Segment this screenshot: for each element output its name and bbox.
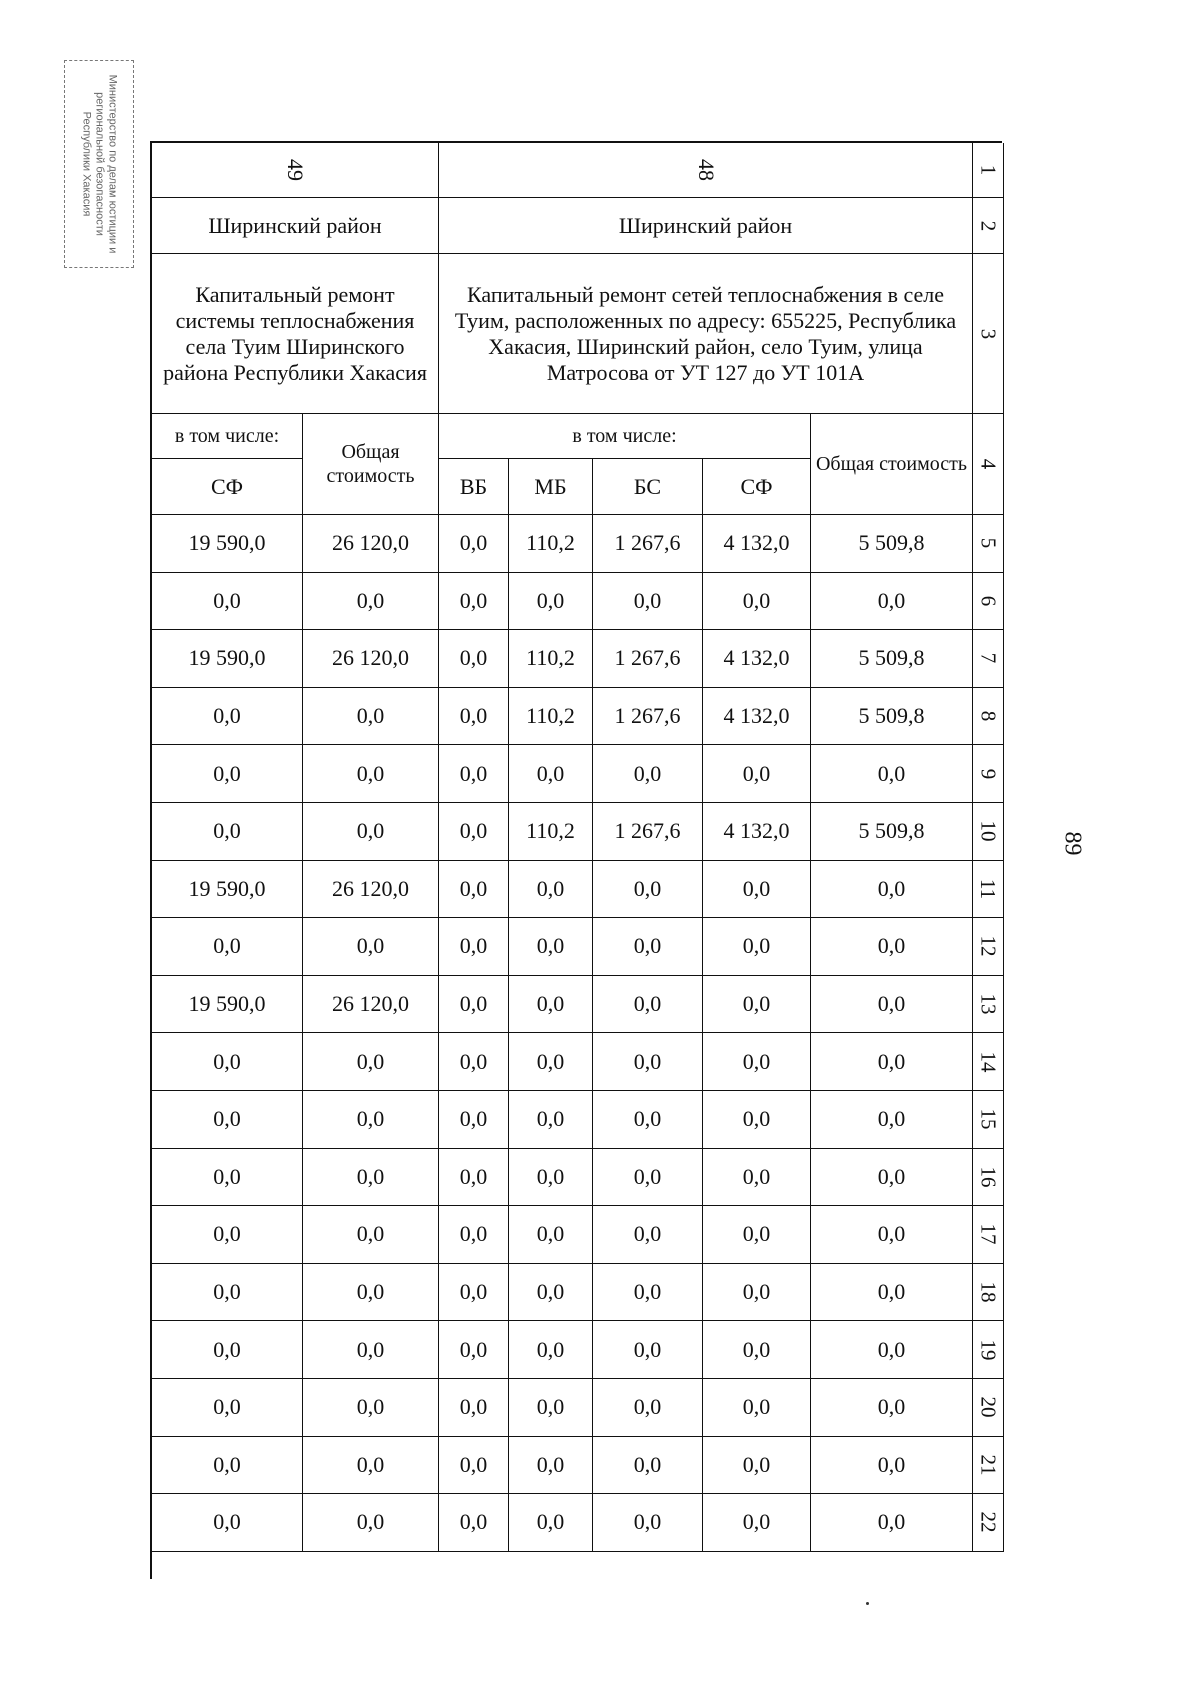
table-cell: 0,0 [509, 1321, 593, 1379]
table-cell: 0,0 [811, 861, 973, 919]
table-cell: 0,0 [439, 1437, 509, 1495]
table-cell: 0,0 [811, 976, 973, 1034]
table-cell: 0,0 [439, 1091, 509, 1149]
obj48-number-cell [439, 143, 973, 198]
table-cell: 0,0 [703, 1379, 811, 1437]
obj49-district: Ширинский район [152, 198, 439, 254]
table-cell: 0,0 [509, 1091, 593, 1149]
table-cell: 1 267,6 [593, 515, 703, 573]
table-cell: 0,0 [509, 918, 593, 976]
col-index: 16 [973, 1149, 1004, 1207]
col-index: 19 [973, 1321, 1004, 1379]
table-cell: 0,0 [811, 918, 973, 976]
table-cell: 0,0 [439, 745, 509, 803]
table-cell: 0,0 [509, 1494, 593, 1552]
obj48-bs-label: БС [593, 459, 703, 515]
table-cell: 0,0 [152, 1437, 303, 1495]
table-cell: 0,0 [439, 1321, 509, 1379]
col-index: 10 [973, 803, 1004, 861]
table-cell: 0,0 [811, 1494, 973, 1552]
table-cell: 0,0 [593, 1494, 703, 1552]
col-index: 6 [973, 573, 1004, 631]
table-cell: 0,0 [811, 1437, 973, 1495]
table-cell: 0,0 [152, 688, 303, 746]
table-cell: 0,0 [703, 745, 811, 803]
obj48-vb-label: ВБ [439, 459, 509, 515]
table-cell: 0,0 [509, 1379, 593, 1437]
table-cell: 0,0 [439, 1149, 509, 1207]
table-cell: 4 132,0 [703, 688, 811, 746]
table-cell: 110,2 [509, 515, 593, 573]
table-cell: 0,0 [152, 1206, 303, 1264]
table-cell: 0,0 [703, 1437, 811, 1495]
table-cell: 0,0 [593, 1149, 703, 1207]
col-index: 17 [973, 1206, 1004, 1264]
table-cell: 0,0 [509, 1437, 593, 1495]
table-cell: 0,0 [303, 1206, 439, 1264]
table-cell: 0,0 [439, 630, 509, 688]
table-cell: 0,0 [703, 1149, 811, 1207]
table-cell: 0,0 [439, 861, 509, 919]
table-cell: 110,2 [509, 688, 593, 746]
table-cell: 0,0 [703, 1206, 811, 1264]
table-cell: 0,0 [593, 1091, 703, 1149]
table-cell: 0,0 [811, 1091, 973, 1149]
obj48-name: Капитальный ремонт сетей теплоснабжения в селе Туим, расположенных по адресу: 655225, Республика Хакасия, Ширинский район, село Туим, улица Матросова от УТ 127 до УТ 101А [439, 254, 973, 414]
table-cell: 0,0 [439, 1379, 509, 1437]
table-cell: 4 132,0 [703, 515, 811, 573]
table-cell: 0,0 [703, 1033, 811, 1091]
table-cell: 5 509,8 [811, 688, 973, 746]
obj49-number-cell [152, 143, 439, 198]
obj49-in-total: в том числе: [152, 414, 303, 459]
budget-table [150, 141, 1002, 1579]
table-cell: 1 267,6 [593, 803, 703, 861]
obj49-sf-label: СФ [152, 459, 303, 515]
table-cell: 0,0 [303, 573, 439, 631]
table-cell: 0,0 [593, 918, 703, 976]
registration-stamp [64, 60, 134, 268]
table-cell: 26 120,0 [303, 976, 439, 1034]
table-cell: 0,0 [303, 688, 439, 746]
table-cell: 0,0 [593, 1379, 703, 1437]
col-index: 12 [973, 918, 1004, 976]
table-cell: 0,0 [439, 918, 509, 976]
table-cell: 19 590,0 [152, 976, 303, 1034]
col-index: 21 [973, 1437, 1004, 1495]
table-cell: 0,0 [439, 1206, 509, 1264]
table-cell: 0,0 [152, 1264, 303, 1322]
table-cell: 0,0 [303, 1494, 439, 1552]
col-index: 22 [973, 1494, 1004, 1552]
col-index: 15 [973, 1091, 1004, 1149]
table-cell: 19 590,0 [152, 861, 303, 919]
table-cell: 0,0 [703, 976, 811, 1034]
col-index: 4 [973, 414, 1004, 515]
obj48-in-total: в том числе: [439, 414, 811, 459]
table-cell: 0,0 [303, 1033, 439, 1091]
col-index: 13 [973, 976, 1004, 1034]
table-cell: 0,0 [593, 1206, 703, 1264]
table-cell: 0,0 [439, 1033, 509, 1091]
scan-dot [866, 1602, 869, 1605]
table-cell: 26 120,0 [303, 515, 439, 573]
table-cell: 0,0 [439, 1264, 509, 1322]
obj48-number: 48 [693, 159, 719, 181]
obj48-total-label: Общая стоимость [811, 414, 973, 515]
table-cell: 0,0 [509, 745, 593, 803]
table-cell: 0,0 [152, 745, 303, 803]
table-cell: 0,0 [152, 1033, 303, 1091]
table-cell: 0,0 [593, 1321, 703, 1379]
table-cell: 0,0 [303, 1149, 439, 1207]
table-cell: 19 590,0 [152, 515, 303, 573]
table-cell: 0,0 [703, 1494, 811, 1552]
table-cell: 0,0 [509, 976, 593, 1034]
table-cell: 0,0 [152, 803, 303, 861]
table-cell: 0,0 [593, 573, 703, 631]
table-cell: 0,0 [811, 1149, 973, 1207]
table-cell: 26 120,0 [303, 630, 439, 688]
table-cell: 0,0 [439, 688, 509, 746]
table-cell: 0,0 [152, 1494, 303, 1552]
table-cell: 4 132,0 [703, 630, 811, 688]
col-index: 3 [973, 254, 1004, 414]
table-cell: 4 132,0 [703, 803, 811, 861]
table-cell: 0,0 [811, 573, 973, 631]
table-cell: 0,0 [152, 573, 303, 631]
col-index: 8 [973, 688, 1004, 746]
table-cell: 0,0 [509, 861, 593, 919]
col-index: 18 [973, 1264, 1004, 1322]
table-cell: 0,0 [439, 515, 509, 573]
table-cell: 0,0 [152, 1379, 303, 1437]
table-cell: 0,0 [593, 1033, 703, 1091]
table-cell: 0,0 [593, 976, 703, 1034]
col-index: 14 [973, 1033, 1004, 1091]
table-cell: 0,0 [303, 1321, 439, 1379]
table-cell: 0,0 [811, 1033, 973, 1091]
table-cell: 0,0 [703, 573, 811, 631]
table-cell: 0,0 [593, 861, 703, 919]
table-cell: 0,0 [703, 1091, 811, 1149]
stamp-text: Министерство по делам юстиции и региональной безопасности Республики Хакасия [80, 74, 119, 254]
table-cell: 0,0 [703, 1264, 811, 1322]
obj49-total-label: Общая стоимость [303, 414, 439, 515]
table-cell: 0,0 [509, 1264, 593, 1322]
table-cell: 0,0 [303, 803, 439, 861]
obj49-name: Капитальный ремонт системы теплоснабжения села Туим Ширинского района Республики Хакасия [152, 254, 439, 414]
table-cell: 0,0 [811, 1321, 973, 1379]
table-cell: 0,0 [509, 1033, 593, 1091]
table-cell: 110,2 [509, 803, 593, 861]
table-cell: 0,0 [303, 918, 439, 976]
table-cell: 26 120,0 [303, 861, 439, 919]
table-cell: 0,0 [152, 1149, 303, 1207]
table-cell: 0,0 [811, 1206, 973, 1264]
table-cell: 0,0 [811, 745, 973, 803]
table-cell: 0,0 [152, 1091, 303, 1149]
table-cell: 0,0 [439, 976, 509, 1034]
col-index: 2 [973, 198, 1004, 254]
table-cell: 0,0 [703, 1321, 811, 1379]
table-cell: 0,0 [439, 803, 509, 861]
table-cell: 0,0 [303, 1379, 439, 1437]
col-index: 11 [973, 861, 1004, 919]
table-cell: 0,0 [509, 573, 593, 631]
table-cell: 110,2 [509, 630, 593, 688]
col-index: 7 [973, 630, 1004, 688]
table-cell: 0,0 [703, 861, 811, 919]
table-cell: 5 509,8 [811, 803, 973, 861]
table-cell: 1 267,6 [593, 630, 703, 688]
obj48-district: Ширинский район [439, 198, 973, 254]
table-cell: 0,0 [811, 1264, 973, 1322]
table-cell: 0,0 [593, 1264, 703, 1322]
table-cell: 0,0 [439, 573, 509, 631]
table-cell: 0,0 [509, 1149, 593, 1207]
col-index: 20 [973, 1379, 1004, 1437]
page-number: 89 [1059, 831, 1086, 856]
table-cell: 0,0 [152, 918, 303, 976]
table-cell: 5 509,8 [811, 515, 973, 573]
col-index: 5 [973, 515, 1004, 573]
col-index: 1 [973, 143, 1004, 198]
table-cell: 0,0 [593, 1437, 703, 1495]
table-cell: 0,0 [152, 1321, 303, 1379]
obj48-mb-label: МБ [509, 459, 593, 515]
table-cell: 19 590,0 [152, 630, 303, 688]
table-cell: 0,0 [509, 1206, 593, 1264]
obj49-number: 49 [283, 159, 308, 181]
table-cell: 0,0 [303, 1437, 439, 1495]
table-cell: 0,0 [593, 745, 703, 803]
table-cell: 0,0 [703, 918, 811, 976]
table-cell: 5 509,8 [811, 630, 973, 688]
obj48-sf-label: СФ [703, 459, 811, 515]
table-cell: 0,0 [303, 1264, 439, 1322]
col-index: 9 [973, 745, 1004, 803]
table-cell: 0,0 [439, 1494, 509, 1552]
table-cell: 0,0 [303, 1091, 439, 1149]
table-cell: 0,0 [303, 745, 439, 803]
table-cell: 0,0 [811, 1379, 973, 1437]
table-cell: 1 267,6 [593, 688, 703, 746]
